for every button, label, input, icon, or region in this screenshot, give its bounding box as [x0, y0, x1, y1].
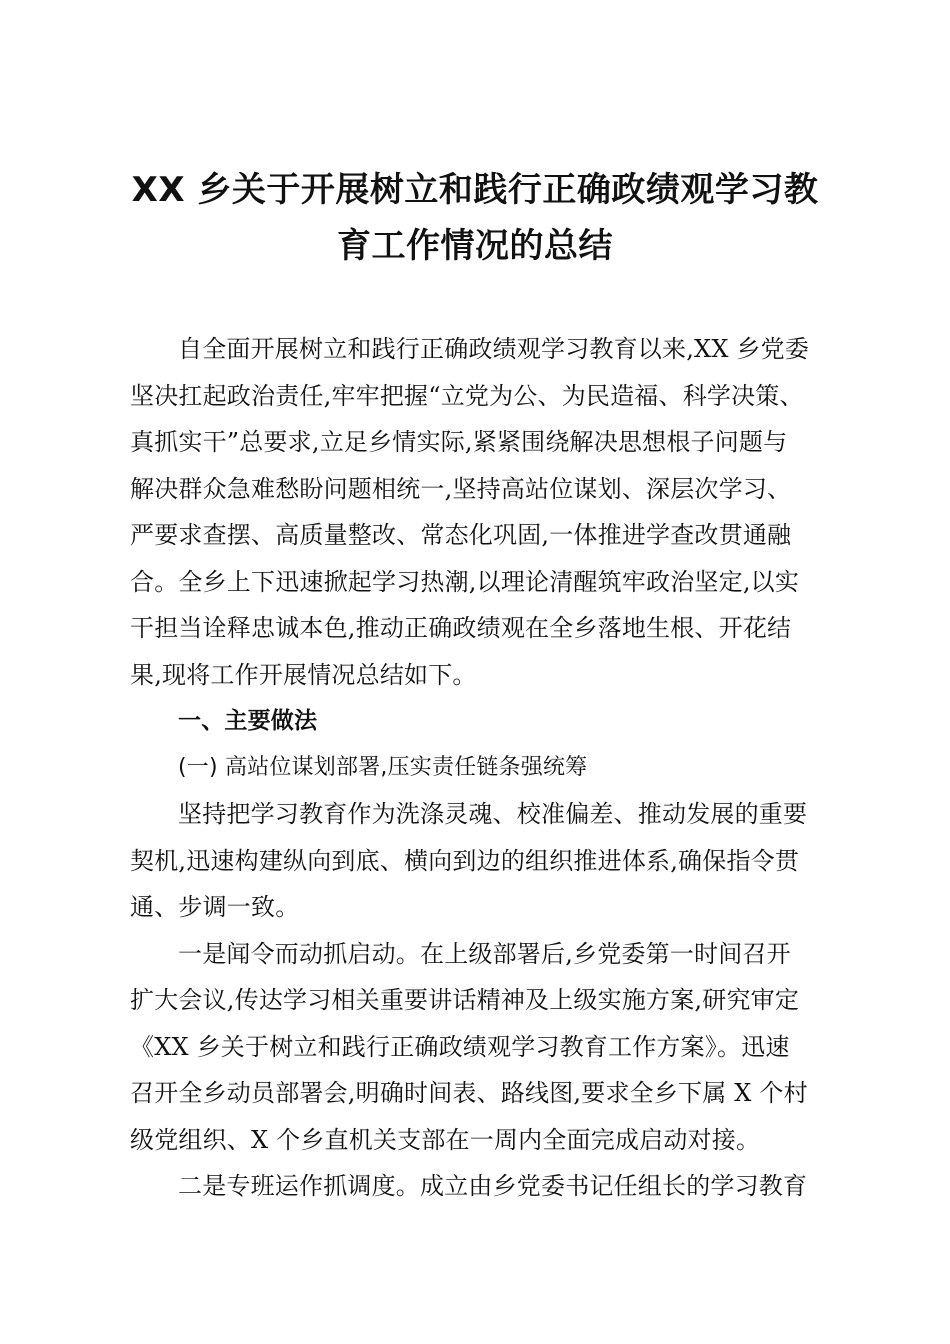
section-heading: 一、主要做法: [178, 708, 318, 734]
text-line: 契机,迅速构建纵向到底、横向到边的组织推进体系,确保指令贯: [130, 846, 800, 875]
text-line: 一是闻令而动抓启动。在上级部署后,乡党委第一时间召开: [178, 939, 791, 968]
text-line: 果,现将工作开展情况总结如下。: [130, 660, 477, 689]
text-line: 严要求查摆、高质量整改、常态化巩固,一体推进学查改贯通融: [130, 521, 792, 549]
title-line: XX 乡关于开展树立和践行正确政绩观学习教: [131, 170, 819, 210]
text-line: 二是专班运作抓调度。成立由乡党委书记任组长的学习教育: [178, 1172, 808, 1200]
text-line: 真抓实干”总要求,立足乡情实际,紧紧围绕解决思想根子问题与: [130, 428, 788, 456]
text-line: 通、步调一致。: [130, 893, 300, 921]
text-line: 级党组织、X 个乡直机关支部在一周内全面完成启动对接。: [130, 1125, 761, 1154]
document-title: [120, 162, 830, 274]
text-line: 解决群众急难愁盼问题相统一,坚持高站位谋划、深层次学习、: [130, 474, 792, 503]
document-body: [130, 326, 835, 1210]
subsection-heading: (一) 高站位谋划部署,压实责任链条强统筹: [178, 754, 588, 780]
paragraph: [130, 931, 835, 1164]
text-line: 合。全乡上下迅速掀起学习热潮,以理论清醒筑牢政治坚定,以实: [130, 567, 800, 596]
text-line: 扩大会议,传达学习相关重要讲话精神及上级实施方案,研究审定: [130, 986, 800, 1014]
intro-paragraph: [130, 326, 835, 698]
text-line: 《XX 乡关于树立和践行正确政绩观学习教育工作方案》。迅速: [130, 1032, 790, 1061]
paragraph: [130, 1163, 835, 1210]
text-line: 坚决扛起政治责任,牢牢把握“立党为公、为民造福、科学决策、: [130, 381, 804, 410]
text-line: 干担当诠释忠诚本色,推动正确政绩观在全乡落地生根、开花结: [130, 614, 792, 642]
title-line: 育工作情况的总结: [337, 226, 613, 266]
text-line: 坚持把学习教育作为洗涤灵魂、校准偏差、推动发展的重要: [178, 800, 808, 828]
text-line: 自全面开展树立和践行正确政绩观学习教育以来,XX 乡党委: [178, 335, 810, 363]
text-line: 召开全乡动员部署会,明确时间表、路线图,要求全乡下属 X 个村: [130, 1079, 808, 1107]
paragraph: [130, 791, 835, 931]
